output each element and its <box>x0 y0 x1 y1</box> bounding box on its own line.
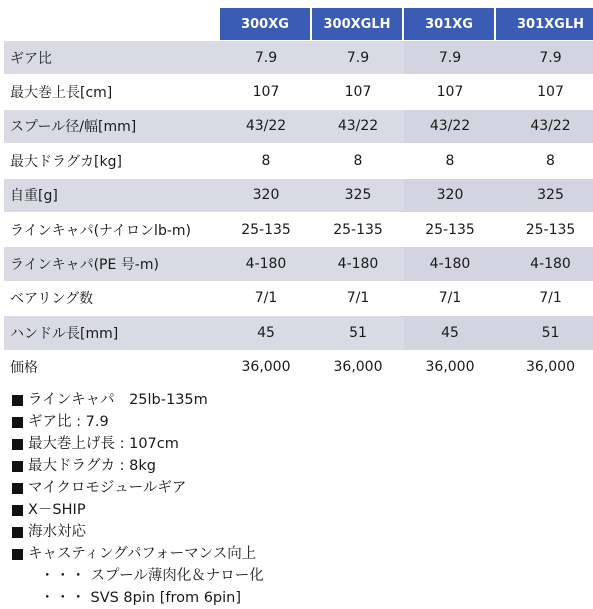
feature-text: 最大ドラグカ : 8kg <box>28 458 156 474</box>
table-row <box>4 246 593 280</box>
table-row <box>4 178 593 212</box>
sub-feature-text: スプール薄肉化＆ナロー化 <box>90 568 264 584</box>
row-label: 最大ドラグカ[kg] <box>4 143 220 177</box>
table-cell: 7/1 <box>312 281 404 315</box>
table-cell: 4-180 <box>496 246 593 280</box>
table-cell: 7.9 <box>404 40 496 74</box>
table-cell: 4-180 <box>220 246 312 280</box>
feature-item <box>12 477 582 499</box>
row-label: ベアリング数 <box>4 281 220 315</box>
column-header: 300XGLH <box>312 8 404 40</box>
table-cell: 320 <box>220 178 312 212</box>
row-label: ハンドル長[mm] <box>4 315 220 349</box>
table-cell: 36,000 <box>404 350 496 384</box>
table-cell: 7/1 <box>220 281 312 315</box>
feature-list <box>12 389 582 609</box>
table-row <box>4 74 593 108</box>
table-cell: 7.9 <box>496 40 593 74</box>
feature-text: ラインキャパ 25lb-135m <box>28 392 208 408</box>
table-cell: 325 <box>496 178 593 212</box>
table-row <box>4 40 593 74</box>
table-row <box>4 315 593 349</box>
table-row <box>4 143 593 177</box>
table-cell: 43/22 <box>496 109 593 143</box>
square-bullet-icon <box>12 395 23 406</box>
feature-item <box>12 455 582 477</box>
square-bullet-icon <box>12 549 23 560</box>
table-cell: 107 <box>496 74 593 108</box>
table-cell: 107 <box>220 74 312 108</box>
feature-item <box>12 521 582 543</box>
column-header: 301XG <box>404 8 496 40</box>
feature-item <box>12 411 582 433</box>
spec-table <box>4 8 593 384</box>
table-cell: 8 <box>496 143 593 177</box>
table-cell: 107 <box>312 74 404 108</box>
table-row <box>4 281 593 315</box>
table-cell: 36,000 <box>312 350 404 384</box>
table-cell: 25-135 <box>496 212 593 246</box>
sub-feature-item <box>12 565 582 587</box>
feature-text: X－SHIP <box>28 502 86 518</box>
table-cell: 51 <box>312 315 404 349</box>
square-bullet-icon <box>12 417 23 428</box>
square-bullet-icon <box>12 483 23 494</box>
table-cell: 8 <box>404 143 496 177</box>
row-label: スプール径/幅[mm] <box>4 109 220 143</box>
feature-item <box>12 389 582 411</box>
table-cell: 8 <box>220 143 312 177</box>
row-label: 自重[g] <box>4 178 220 212</box>
row-label: ギア比 <box>4 40 220 74</box>
row-label: 最大巻上長[cm] <box>4 74 220 108</box>
table-row <box>4 109 593 143</box>
table-cell: 43/22 <box>404 109 496 143</box>
square-bullet-icon <box>12 505 23 516</box>
table-cell: 36,000 <box>220 350 312 384</box>
table-cell: 4-180 <box>312 246 404 280</box>
table-cell: 25-135 <box>404 212 496 246</box>
header-row <box>4 8 593 40</box>
table-cell: 7.9 <box>312 40 404 74</box>
row-label: ラインキャパ(PE 号-m) <box>4 246 220 280</box>
feature-item <box>12 433 582 455</box>
feature-text: 海水対応 <box>28 524 86 540</box>
feature-item <box>12 499 582 521</box>
table-cell: 7.9 <box>220 40 312 74</box>
table-cell: 43/22 <box>312 109 404 143</box>
table-cell: 36,000 <box>496 350 593 384</box>
table-row <box>4 350 593 384</box>
square-bullet-icon <box>12 461 23 472</box>
table-cell: 43/22 <box>220 109 312 143</box>
table-cell: 320 <box>404 178 496 212</box>
table-cell: 7/1 <box>496 281 593 315</box>
row-label: 価格 <box>4 350 220 384</box>
table-cell: 25-135 <box>312 212 404 246</box>
row-label: ラインキャパ(ナイロンlb-m) <box>4 212 220 246</box>
column-header: 300XG <box>220 8 312 40</box>
table-cell: 8 <box>312 143 404 177</box>
table-cell: 45 <box>220 315 312 349</box>
table-cell: 107 <box>404 74 496 108</box>
feature-text: 最大巻上げ長 : 107cm <box>28 436 179 452</box>
feature-text: ギア比 : 7.9 <box>28 414 109 430</box>
header-blank-cell <box>4 8 220 40</box>
column-header: 301XGLH <box>496 8 593 40</box>
sub-feature-mark: ・・・ <box>40 590 87 606</box>
square-bullet-icon <box>12 527 23 538</box>
square-bullet-icon <box>12 439 23 450</box>
table-cell: 325 <box>312 178 404 212</box>
sub-feature-mark: ・・・ <box>40 568 87 584</box>
table-cell: 51 <box>496 315 593 349</box>
table-cell: 7/1 <box>404 281 496 315</box>
sub-feature-text: SVS 8pin [from 6pin] <box>90 590 242 606</box>
feature-text: マイクロモジュールギア <box>28 480 187 496</box>
feature-item <box>12 543 582 565</box>
feature-text: キャスティングパフォーマンス向上 <box>28 546 257 562</box>
table-cell: 45 <box>404 315 496 349</box>
table-cell: 4-180 <box>404 246 496 280</box>
table-row <box>4 212 593 246</box>
table-cell: 25-135 <box>220 212 312 246</box>
